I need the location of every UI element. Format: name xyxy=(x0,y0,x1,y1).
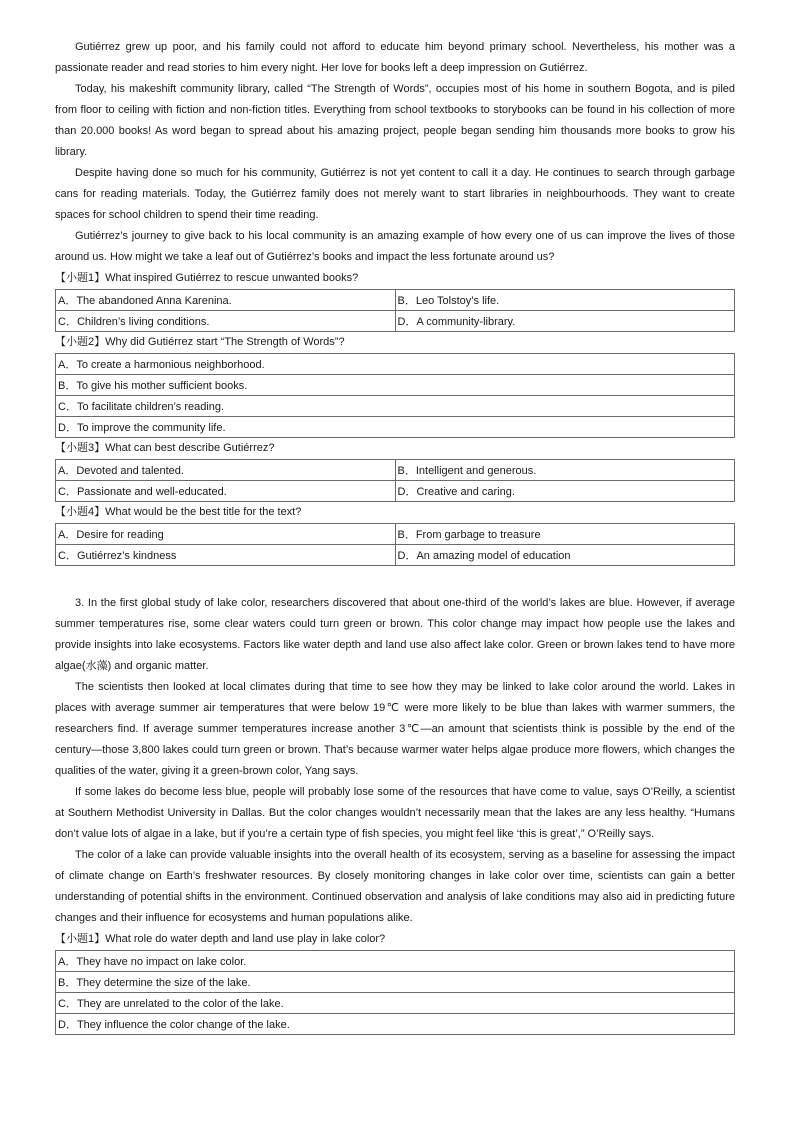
option-c[interactable]: C．Gutiérrez’s kindness xyxy=(56,545,396,566)
options-table xyxy=(55,950,735,1035)
option-d[interactable]: D．A community-library. xyxy=(395,311,735,332)
option-b[interactable]: B．Leo Tolstoy’s life. xyxy=(395,290,735,311)
option-d[interactable]: D．An amazing model of education xyxy=(395,545,735,566)
option-c[interactable]: C．Children’s living conditions. xyxy=(56,311,396,332)
options-table xyxy=(55,353,735,438)
paragraph: 3. In the first global study of lake color, researchers discovered that about one-third of the world’s lakes are blue. However, if average summer temperatures rise, some clear waters could turn green or brown. This color change may impact how people use the lakes and provide insights into lake ecosystems. Factors like water depth and land use also affect lake color. Green or brown lakes tend to have more algae(水藻) and organic matter. xyxy=(55,597,735,672)
question-label: 【小题4】What would be the best title for the text? xyxy=(55,506,302,518)
option-d[interactable]: D．To improve the community life. xyxy=(56,417,735,438)
option-c[interactable]: C．They are unrelated to the color of the lake. xyxy=(56,993,735,1014)
question-label: 【小题3】What can best describe Gutiérrez? xyxy=(55,442,275,454)
paragraph: The scientists then looked at local climates during that time to see how they may be linked to lake color around the world. Lakes in places with average summer air temperatures that were below 19℃ were more likely to be blue than lakes with warmer summers, the researchers find. If average summer temperatures increase another 3℃—an amount that scientists think is possible by the end of the century—those 3,800 lakes could turn green or brown. That’s because warmer water helps algae produce more flowers, which changes the qualities of the water, giving it a green-brown color, Yang says. xyxy=(55,681,735,777)
option-b[interactable]: B．Intelligent and generous. xyxy=(395,460,735,481)
option-a[interactable]: A．To create a harmonious neighborhood. xyxy=(56,354,735,375)
option-d[interactable]: D．They influence the color change of the lake. xyxy=(56,1014,735,1035)
option-d[interactable]: D．Creative and caring. xyxy=(395,481,735,502)
options-table xyxy=(55,459,735,502)
option-b[interactable]: B．From garbage to treasure xyxy=(395,524,735,545)
question-label: 【小题1】What inspired Gutiérrez to rescue unwanted books? xyxy=(55,272,359,284)
options-table xyxy=(55,289,735,332)
option-c[interactable]: C．To facilitate children’s reading. xyxy=(56,396,735,417)
options-table xyxy=(55,523,735,566)
document-page xyxy=(55,37,735,1035)
option-a[interactable]: A．Desire for reading xyxy=(56,524,396,545)
paragraph: The color of a lake can provide valuable insights into the overall health of its ecosystem, serving as a baseline for assessing the impact of climate change on Earth’s freshwater resources. By closely monitoring changes in lake color over time, scientists can gain a better understanding of potential shifts in the environment. Continued observation and analysis of lake conditions may also aid in predicting future changes and their influence for ecosystems and human populations alike. xyxy=(55,849,735,924)
option-b[interactable]: B．To give his mother sufficient books. xyxy=(56,375,735,396)
option-b[interactable]: B．They determine the size of the lake. xyxy=(56,972,735,993)
option-a[interactable]: A．Devoted and talented. xyxy=(56,460,396,481)
option-c[interactable]: C．Passionate and well-educated. xyxy=(56,481,396,502)
option-a[interactable]: A．They have no impact on lake color. xyxy=(56,951,735,972)
paragraph: If some lakes do become less blue, people will probably lose some of the resources that have come to value, says O’Reilly, a scientist at Southern Methodist University in Dallas. But the color changes wouldn’t necessarily mean that the lakes are any less healthy. “Humans don’t value lots of algae in a lake, but if you’re a certain type of fish species, you might feel like ‘this is great’,” O’Reilly says. xyxy=(55,786,735,840)
paragraph: Gutiérrez grew up poor, and his family could not afford to educate him beyond primary school. Nevertheless, his mother was a passionate reader and read stories to him every night. Her love for books left a deep impression on Gutiérrez. xyxy=(55,41,735,74)
paragraph: Despite having done so much for his community, Gutiérrez is not yet content to call it a day. He continues to search through garbage cans for reading materials. Today, the Gutiérrez family does not merely want to start libraries in neighbourhoods. They want to create spaces for school children to spend their time reading. xyxy=(55,167,735,221)
question-label: 【小题1】What role do water depth and land use play in lake color? xyxy=(55,933,386,945)
question-label: 【小题2】Why did Gutiérrez start “The Strength of Words”? xyxy=(55,336,345,348)
option-a[interactable]: A．The abandoned Anna Karenina. xyxy=(56,290,396,311)
paragraph: Today, his makeshift community library, called “The Strength of Words”, occupies most of his home in southern Bogota, and is piled from floor to ceiling with fiction and non-fiction titles. Everything from school textbooks to storybooks can be found in his collection of more than 20.000 books! As word began to spread about his amazing project, people began sending him thousands more books to grow his library. xyxy=(55,83,735,158)
paragraph: Gutiérrez’s journey to give back to his local community is an amazing example of how every one of us can improve the lives of those around us. How might we take a leaf out of Gutiérrez’s books and impact the less fortunate around us? xyxy=(55,230,735,263)
section-gap xyxy=(55,566,735,593)
